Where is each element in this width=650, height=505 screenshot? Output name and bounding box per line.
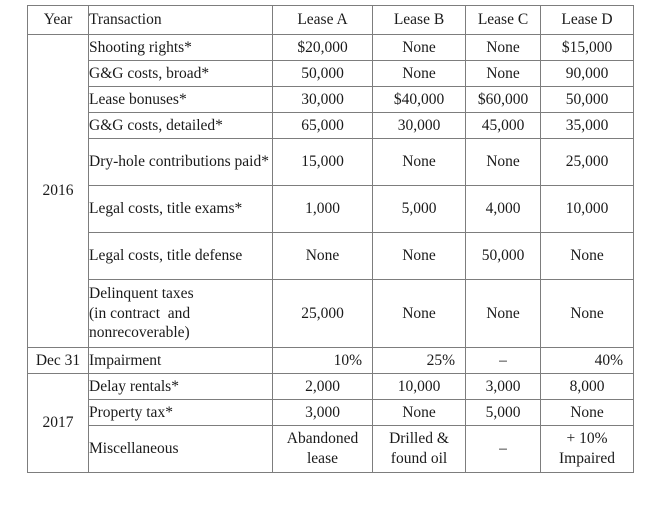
cell-lease-b: 30,000 xyxy=(373,113,466,139)
table-row xyxy=(28,61,634,87)
cell-lease-b: $40,000 xyxy=(373,87,466,113)
transaction-label: Delay rentals* xyxy=(89,374,273,400)
cell-lease-a: 65,000 xyxy=(273,113,373,139)
cell-lease-b: None xyxy=(373,61,466,87)
table-header xyxy=(28,6,634,35)
cell-lease-b: None xyxy=(373,35,466,61)
cell-lease-a xyxy=(273,426,373,473)
column-header-transaction: Transaction xyxy=(89,6,273,35)
cell-lease-a: None xyxy=(273,233,373,280)
table-row xyxy=(28,139,634,186)
cell-lease-a: 10% xyxy=(273,348,373,374)
cell-lease-a: 25,000 xyxy=(273,280,373,348)
transaction-label: Impairment xyxy=(89,348,273,374)
cell-lease-c: – xyxy=(466,348,541,374)
transaction-label xyxy=(89,233,273,280)
transaction-label: G&G costs, detailed* xyxy=(89,113,273,139)
lease-transactions-table xyxy=(27,5,634,473)
year-group-2016: 2016 xyxy=(28,35,89,348)
cell-lease-b: 25% xyxy=(373,348,466,374)
cell-line-2: found oil xyxy=(390,450,448,467)
cell-line-1: Abandoned xyxy=(286,430,359,448)
transaction-line-2: (in contract and xyxy=(89,304,191,322)
transaction-line-2: defense xyxy=(194,247,243,265)
cell-lease-b: None xyxy=(373,233,466,280)
cell-lease-c: 5,000 xyxy=(466,400,541,426)
column-header-lease-a: Lease A xyxy=(273,6,373,35)
table-row xyxy=(28,374,634,400)
table-row xyxy=(28,87,634,113)
transaction-label xyxy=(89,139,273,186)
cell-lease-a: 1,000 xyxy=(273,186,373,233)
cell-lease-c: None xyxy=(466,139,541,186)
cell-lease-b: None xyxy=(373,400,466,426)
transaction-label: Lease bonuses* xyxy=(89,87,273,113)
transaction-line-1: Dry-hole contributions xyxy=(89,153,231,171)
table-row xyxy=(28,35,634,61)
table-container xyxy=(27,5,633,473)
cell-line-2: lease xyxy=(307,450,338,467)
transaction-label: G&G costs, broad* xyxy=(89,61,273,87)
cell-lease-d: None xyxy=(541,280,634,348)
cell-lease-b: None xyxy=(373,139,466,186)
table-row xyxy=(28,186,634,233)
transaction-line-1: Delinquent taxes xyxy=(89,284,194,302)
column-header-lease-c: Lease C xyxy=(466,6,541,35)
column-header-lease-d: Lease D xyxy=(541,6,634,35)
cell-lease-c: None xyxy=(466,280,541,348)
cell-lease-b: None xyxy=(373,280,466,348)
table-row xyxy=(28,280,634,348)
cell-lease-c: 3,000 xyxy=(466,374,541,400)
cell-lease-d: None xyxy=(541,400,634,426)
cell-lease-d xyxy=(541,426,634,473)
table-row xyxy=(28,233,634,280)
cell-lease-d: None xyxy=(541,233,634,280)
cell-lease-d: 50,000 xyxy=(541,87,634,113)
cell-lease-c: $60,000 xyxy=(466,87,541,113)
cell-lease-d: 10,000 xyxy=(541,186,634,233)
transaction-line-2: paid* xyxy=(234,153,269,171)
table-body xyxy=(28,35,634,473)
transaction-line-1: Legal costs, title xyxy=(89,247,192,265)
column-header-lease-b: Lease B xyxy=(373,6,466,35)
cell-lease-b: 5,000 xyxy=(373,186,466,233)
cell-lease-d: $15,000 xyxy=(541,35,634,61)
cell-lease-a: 2,000 xyxy=(273,374,373,400)
cell-line-1: + 10% xyxy=(566,430,608,448)
transaction-label: Miscellaneous xyxy=(89,426,273,473)
table-row xyxy=(28,113,634,139)
table-row xyxy=(28,348,634,374)
cell-lease-c: None xyxy=(466,61,541,87)
cell-lease-d: 35,000 xyxy=(541,113,634,139)
table-row xyxy=(28,400,634,426)
cell-line-1: Drilled & xyxy=(389,430,449,448)
cell-lease-c: None xyxy=(466,35,541,61)
cell-lease-d: 25,000 xyxy=(541,139,634,186)
cell-lease-c: 45,000 xyxy=(466,113,541,139)
cell-lease-d: 90,000 xyxy=(541,61,634,87)
header-row xyxy=(28,6,634,35)
cell-lease-a: 15,000 xyxy=(273,139,373,186)
cell-lease-b xyxy=(373,426,466,473)
cell-lease-c: 50,000 xyxy=(466,233,541,280)
cell-line-2: Impaired xyxy=(559,450,615,467)
transaction-label xyxy=(89,280,273,348)
transaction-label xyxy=(89,186,273,233)
cell-lease-a: 50,000 xyxy=(273,61,373,87)
cell-lease-a: $20,000 xyxy=(273,35,373,61)
year-group-dec-31: Dec 31 xyxy=(28,348,89,374)
cell-lease-c: 4,000 xyxy=(466,186,541,233)
transaction-line-2: exams* xyxy=(194,200,243,218)
table-row xyxy=(28,426,634,473)
cell-lease-a: 30,000 xyxy=(273,87,373,113)
cell-lease-d: 40% xyxy=(541,348,634,374)
column-header-year: Year xyxy=(28,6,89,35)
transaction-label: Shooting rights* xyxy=(89,35,273,61)
transaction-label: Property tax* xyxy=(89,400,273,426)
cell-lease-b: 10,000 xyxy=(373,374,466,400)
cell-lease-d: 8,000 xyxy=(541,374,634,400)
cell-lease-a: 3,000 xyxy=(273,400,373,426)
transaction-line-3: nonrecoverable) xyxy=(89,324,190,342)
year-group-2017: 2017 xyxy=(28,374,89,473)
transaction-line-1: Legal costs, title xyxy=(89,200,192,218)
cell-lease-c: – xyxy=(466,426,541,473)
